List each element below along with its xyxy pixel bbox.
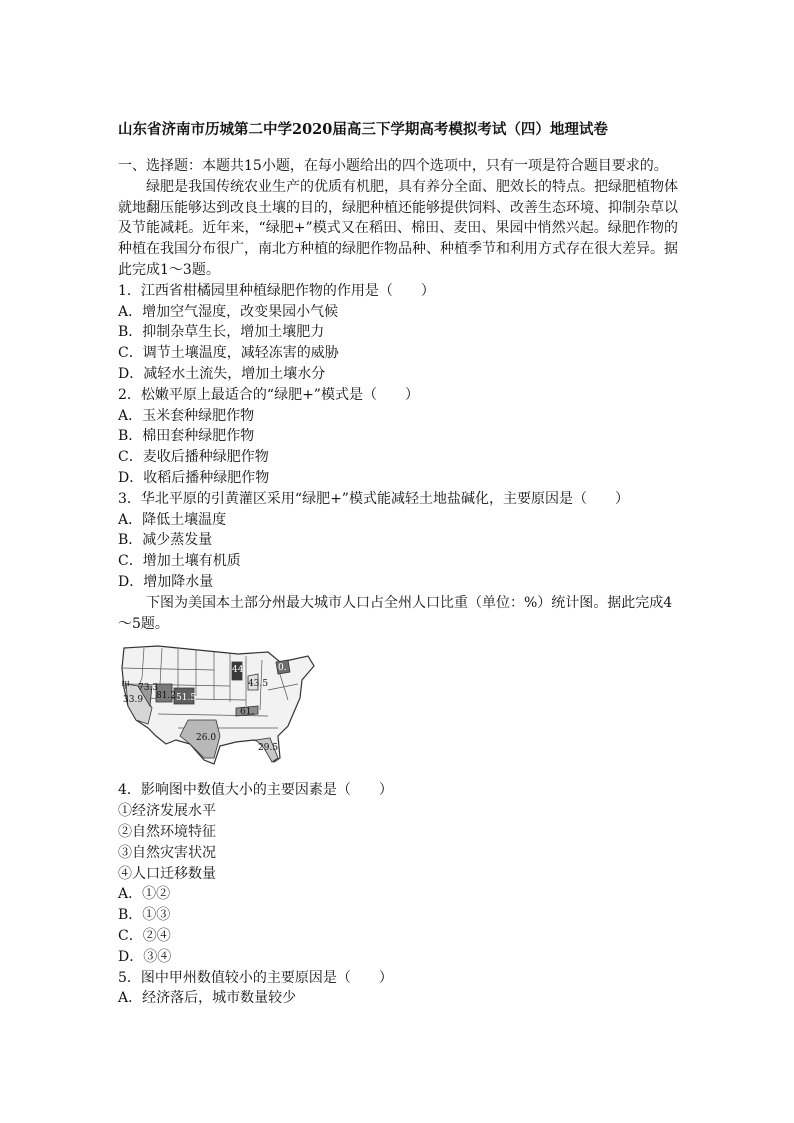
question-3-option-c: C．增加土壤有机质 <box>118 553 241 570</box>
label-co-value: 51.5 <box>176 693 197 704</box>
question-2-stem: 2．松嫩平原上最适合的“绿肥+”模式是（ ） <box>118 386 419 403</box>
question-3-option-b: B．减少蒸发量 <box>118 532 213 549</box>
question-4-option-c: C．②④ <box>118 927 171 944</box>
label-fl-value: 29.5 <box>258 743 279 754</box>
question-4-factor-4: ④人口迁移数量 <box>118 865 216 882</box>
label-ca-value: 33.9 <box>123 695 144 706</box>
question-1-option-d: D．减轻水土流失，增加土壤水分 <box>118 365 326 382</box>
question-4-factor-1: ①经济发展水平 <box>118 803 216 820</box>
question-3-stem: 3．华北平原的引黄灌区采用“绿肥+”模式能减轻土地盐碱化，主要原因是（ ） <box>118 490 629 507</box>
label-tx-value: 26.0 <box>196 733 217 744</box>
question-4-factor-2: ②自然环境特征 <box>118 823 216 840</box>
question-4-option-d: D．③④ <box>118 948 172 965</box>
question-2-option-d: D．收稻后播种绿肥作物 <box>118 469 270 486</box>
question-4-option-a: A．①② <box>118 886 171 903</box>
us-map-image <box>118 640 328 770</box>
question-2-option-b: B．棉田套种绿肥作物 <box>118 428 255 445</box>
question-2-option-a: A．玉米套种绿肥作物 <box>118 407 255 424</box>
question-5-option-a: A．经济落后，城市数量较少 <box>118 990 297 1007</box>
question-2-option-c: C．麦收后播种绿肥作物 <box>118 449 269 466</box>
exam-content <box>118 156 678 1009</box>
question-5-stem: 5．图中甲州数值较小的主要原因是（ ） <box>118 969 393 986</box>
label-ut-value: 81.2 <box>156 691 177 702</box>
us-state-map-figure <box>118 640 328 770</box>
passage-map-intro: 下图为美国本土部分州最大城市人口占全州人口比重（单位：%）统计图。据此完成4～5题。 <box>118 594 673 632</box>
question-4-option-b: B．①③ <box>118 907 171 924</box>
section-heading: 一、选择题：本题共15小题，在每小题给出的四个选项中，只有一项是符合题目要求的。 <box>118 158 668 174</box>
label-oh-value: 43.5 <box>248 679 269 690</box>
question-1-option-a: A．增加空气湿度，改变果园小气候 <box>118 303 339 320</box>
label-il-value: 44 <box>232 665 244 676</box>
question-3-option-d: D．增加降水量 <box>118 573 214 590</box>
question-4-stem: 4．影响图中数值大小的主要因素是（ ） <box>118 782 393 799</box>
passage-green-manure: 绿肥是我国传统农业生产的优质有机肥，具有养分全面、肥效长的特点。把绿肥植物体就地翻压能够达到改良土壤的目的，绿肥种植还能够提供饲料、改善生态环境、抑制杂草以及节能减耗。近年来，“绿肥+”模式又在稻田、棉田、麦田、果园中悄然兴起。绿肥作物的种植在我国分布很广，南北方种植的绿肥作物品种、种植季节和利用方式存在很大差异。据此完成1～3题。 <box>118 178 678 278</box>
question-3-option-a: A．降低土壤温度 <box>118 511 227 528</box>
label-jia: 甲 <box>121 681 131 692</box>
question-1-stem: 1．江西省柑橘园里种植绿肥作物的作用是（ ） <box>118 282 435 299</box>
question-4-factor-3: ③自然灾害状况 <box>118 844 216 861</box>
page-title: 山东省济南市历城第二中学2020届高三下学期高考模拟考试（四）地理试卷 <box>118 121 608 138</box>
question-1-option-b: B．抑制杂草生长，增加土壤肥力 <box>118 324 325 341</box>
label-ne-value: 0. <box>278 663 287 674</box>
label-nv-value: 73.3 <box>138 683 159 694</box>
label-tn-value: 61. <box>240 707 255 718</box>
question-1-option-c: C．调节土壤温度，减轻冻害的威胁 <box>118 345 339 362</box>
